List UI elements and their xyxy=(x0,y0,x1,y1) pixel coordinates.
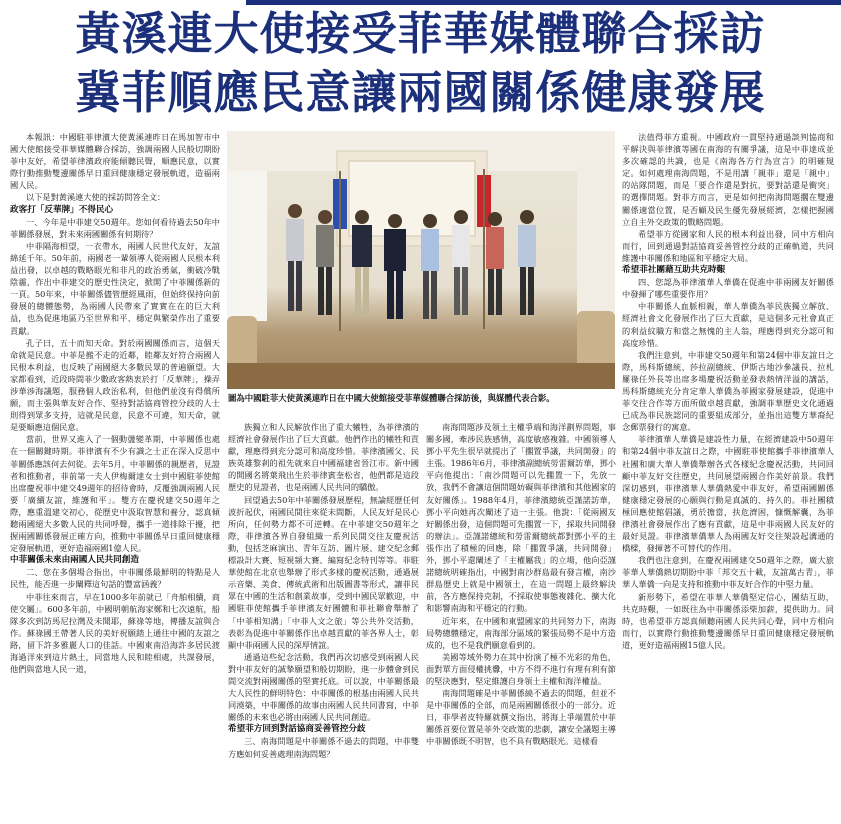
article-column-3 xyxy=(426,421,616,821)
paragraph: 三、南海問題是中菲關係不過去的問題，中菲雙方應如何妥善處理南海問題？ xyxy=(228,736,419,759)
paragraph: 菲律濱華人華僑是建設性力量，在經濟建設中50週年和第24個中菲友誼日之際，中國駐菲使館攜手菲律濱華人社團和廣大華人華僑舉辦各式各樣紀念慶祝活動，共同回顧中菲友好交往歷史，共同展望兩國合作美好前景。我們深切感到，菲律濱華人華僑熱愛中菲友好，希望兩國關係健康穩定發展的心願與行動是真誠的、持久的。菲社團積極回應使館倡議，勇於擔當，扶危濟困，慷慨解囊，為菲律濱社會發展作出了應有貢獻，這是中菲兩國人民友好的最好見證。菲律濱華僑華人為兩國友好交往架設起溝通的橋樑，發揮著不可替代的作用。 xyxy=(622,434,834,554)
paragraph: 孔子曰，五十而知天命。對於兩國關係而言，這個天命就是民意。中菲是搬不走的近鄰，睦鄰友好符合兩國人民根本利益，也反映了兩國絕大多數民眾的普遍願望。大家都看到，近段時間菲少數政客熱衷於打「反華牌」，操弄涉華涉海議題，服務個人政治私利，但他們並沒有得償所願，而主張與華友好合作、堅持對話協商管控分歧的人士則得到眾多支持，這就是民意，民意不可違，知天命，就是要順應這個民意。 xyxy=(10,337,220,433)
paragraph: 法值得菲方重視。中國政府一貫堅持通過談判協商和平解決與菲律濱等國在南海的有關爭議，這是中菲達成並多次確認的共識，也是《南海各方行為宣言》的明確規定。如何處理南海問題，不是用講「親菲」還是「親中」的站隊問題，而是「要合作還是對抗，要對話還是衝突」的選擇問題。對菲方而言，更是如何把南海問題擱在雙邊關係適當位置，是否顧及民生優先發展經濟，怎樣把握國立自主外交政策的戰略問題。 xyxy=(622,132,834,227)
paragraph: 中菲隔海相望，一衣帶水，兩國人民世代友好，友誼綿延千年。50年前，兩國老一輩領導人從兩國人民根本利益出發，以卓越的戰略眼光和非凡的政治勇氣，衝破冷戰陰霾，作出中菲建交的歷史性決定，掀開了中菲關係新的一頁。50年來，中菲關係儘管歷經風雨，但始終保持向前發展的總體態勢，為兩國人民帶來了實實在在的巨大利益，也為促進地區乃至世界和平、穩定與繁榮作出了重要貢獻。 xyxy=(10,240,220,336)
paragraph: 當前，世界又進入了一個動盪變革期，中菲關係也處在一個關鍵時期。菲律濱有不少有識之士正在深入反思中菲關係應該何去何從。去年5月，中菲關係的親歷者，見證者和推動者，菲前第一夫人伊梅爾達女士到中國駐菲使館出席慶祝菲中建交49週年的招待會時，反覆強調兩國人民要「廣續友誼，維護和平」。雙方在慶祝建交50週年之際，應重溫建交初心，從歷史中汲取智慧和養分，認真傾聽兩國絕大多數人民的共同呼聲，攜手一道排除干擾，把握兩國關係發展正確方向，推動中菲關係早日重回健康穩定發展軌道，更好造福兩國1億人民。 xyxy=(10,434,220,554)
photo-caption: 圖為中國駐菲大使黃溪連昨日在中國大使館接受菲華媒體聯合採訪後，與媒體代表合影。 xyxy=(228,393,555,403)
group-photo-illustration xyxy=(227,131,615,389)
paragraph: 通過這些紀念活動，我們再次切感受到兩國人民對中菲友好的誠摯願望和般切期盼，進一步體會到民間交流對兩國關係的堅實托底。可以說，中菲關係最大人民性的鮮明特色：中菲關係的根基由兩國人民共同澆築，中菲關係的故事由兩國人民共同書寫，中菲關係的未來也必將由兩國人民共同創造。 xyxy=(228,651,419,723)
headline-line-1: 黃溪連大使接受菲華媒體聯合採訪 xyxy=(75,7,766,60)
paragraph: 南海問題確是中菲關係繞不過去的問題，但並不是中菲關係的全部，而是兩國關係很小的一部分。近日，菲學者皮特羅就撰文指出，將海上爭端置於中菲關係首要位置是菲外交政策的悲劇，讓安全議題主導中菲關係既不明智，也不具有戰略眼光。這樣看 xyxy=(426,688,616,747)
article-column-2 xyxy=(228,421,419,821)
paragraph: 美國等域外勢力在其中扮演了極不光彩的角色，面對單方面侵權挑釁，中方不得不進行有理有利有節的堅決應對，堅定維護自身領土主權和海洋權益。 xyxy=(426,651,616,686)
paragraph: 四、您認為菲律濱華人華僑在促進中菲兩國友好關係中發揮了哪些重要作用？ xyxy=(622,277,834,300)
masthead-rule xyxy=(246,0,841,5)
paragraph: 族獨立和人民解放作出了重大犧牲，為菲律濱的經濟社會發展作出了巨大貢獻。他們作出的犧牲和貢獻，理應得到充分認可和高度珍惜。菲律濱國父、民族英雄黎剎的祖先就來自中國福建省晉江市。新中國的開國名將葉飛出生於菲律賓奎松省，他們都是這段歷史的見證者，也是兩國人民共同的驕傲。 xyxy=(228,422,419,493)
paragraph: 我們也注意到，在慶祝兩國建交50週年之際，廣大旅菲華人華僑熱切期盼中菲「邦交五十載，友誼萬古青」，菲華人華僑一向是支持和推動中菲友好合作的中堅力量。 xyxy=(622,555,834,590)
paragraph: 本報訊：中國駐菲律濱大使黃溪連昨日在馬加智市中國大使館接受菲華媒體聯合採訪，強調兩國人民般切期盼菲中友好，希望菲律濱政府能傾聽民聲，順應民意，以實際行動推動雙邊關係早日重回健康穩定發展軌道，造福兩國人民。 xyxy=(10,132,220,191)
article-column-1 xyxy=(10,131,220,821)
paragraph: 我們注意到，中菲建交50週年和第24個中菲友誼日之際，馬科斯總統、莎拉副總統、伊斯古地沙參議長、拉札羅祿任外長等出席多場慶祝活動並發表熱情洋溢的講話，馬科斯總統充分肯定華人華僑為菲國家發展建設，促進中菲交往合作等方面所做卓越貢獻，強調菲華歷史文化通過已成為菲民族認同的重要組成部分，並指出這雙方華裔紀念郵票發行的寓意。 xyxy=(622,349,834,433)
group-photo xyxy=(227,131,615,389)
paragraph: 以下是對黃溪連大使的採訪問答全文： xyxy=(26,192,166,203)
paragraph: 中菲關係人血脈相親，華人華僑為菲民族獨立解放、經濟社會文化發展作出了巨大貢獻，是這個多元社會真正的利益紋職方和當之無愧的主人翁，理應得到充分認可和高度珍惜。 xyxy=(622,301,834,348)
paragraph: 回望過去50年中菲關係發展歷程，無論經歷任何波折起伏，兩國民間往來從未間斷，人民友好是民心所向，任何勢力都不可逆轉。在中菲建交50週年之際，菲律濱各界自發組織一系列民間交往友慶祝活動，包括芝麻演出、青年互訪、圖片展、建交紀念郵標設計大賽、短視頻大賽、編寫紀念特刊等等。菲駐華使館在北京也舉辦了形式多樣的慶祝活動，通過展示音樂、美食、傳統武術和出版圖書等形式，讓菲民眾在中國的生活和創業故事，受到中國民眾歡迎，中國駐菲使館攜手菲律濱友好團體和菲社聯會舉辦了「中菲相知溝」「中菲人文之旅」等公共外交活動，表彰為促進中菲關係作出卓越貢獻的菲各界人士，彰顯中菲兩國人民的深厚情誼。 xyxy=(228,494,419,650)
subheading: 中菲關係未來由兩國人民共同創造 xyxy=(10,555,139,566)
article-column-4 xyxy=(622,131,834,821)
headline-line-2: 冀菲順應民意讓兩國關係健康發展 xyxy=(75,66,766,119)
paragraph: 希望菲方從國家和人民的根本利益出發，同中方相向而行，回到通過對話協商妥善管控分歧的正確軌道，共同維護中菲關係和地區和平穩定大局。 xyxy=(622,228,834,263)
paragraph: 中菲往來而言，早在1000多年前就已「舟舶相續，商使交屬」。600多年前，中國明朝航海家鄭和七次遠航，船隊多次到訪馬尼拉灣及未聞耶，蘇祿等地，傳播友誼與合作。蘇祿國王帶著人民的美好祝願踏上通往中國的友誼之路，留下許多雅麗人口的佳話。中國東南沿海許多居民渡海過洋來到這片熱土，同當地人民和睦相處，共謀發展，他們與當地人民一道， xyxy=(10,591,220,675)
subheading: 希望菲方回到對話協商妥善管控分歧 xyxy=(228,724,366,735)
paragraph: 新形勢下，希望在菲華人華僑堅定信心，團結互助，共克時艱，一如既往為中菲關係添柴加薪，提供助力。同時，也希望菲方認真傾聽兩國人民共同心聲，同中方相向而行，以實際行動推動雙邊關係早日重回健康穩定發展軌道，更好造福兩國15億人民。 xyxy=(622,591,834,650)
paragraph: 二、您在多個場合指出，中菲關係最鮮明的特點是人民性，能否進一步闡釋這句話的豐富涵義？ xyxy=(10,567,220,590)
paragraph: 南海問題涉及領土主權爭端和海洋劃界問題，事關多國，牽涉民族感情，高度敏感複雜。中國領導人鄧小平先生很早就提出了「擱置爭議，共同開發」的主張。1986年6月，菲律濱副總統勞雷爾訪華，鄧小平向他提出：「南沙問題可以先擱置一下，先放一放，我們不會讓這個問題妨礙與菲律濱和其他國家的友好關係」。1988年4月，菲律濱總統亞謹諾訪華，鄧小平向她再次闡述了這一主張。他說：「從兩國友好關係出發，這個問題可先擱置一下，採取共同開發的辦法」。亞謹諾總統和勞雷爾總統都對鄧小平的主張作出了積極的回應，除「擱置爭議，共同開發」外，鄧小平還闡述了「主權屬我」的立場，他向亞謹諾總統明確指出，中國對南沙群島最有發言權，南沙群島歷史上就是中國領土，在這一問題上最終解決前，各方應保持克制，不採取使事態複雜化、擴大化和影響南海和平穩定的行動。 xyxy=(426,422,616,614)
subheading: 希望菲社團藉互助共克時艱 xyxy=(622,265,726,276)
paragraph: 一、今年是中菲建交50週年。您如何看待過去50年中菲關係發展，對未來兩國關係有何期待？ xyxy=(10,216,220,239)
paragraph: 近年來，在中國和東盟國家的共同努力下，南海局勢總體穩定，南海部分區域的緊張局勢不是中方造成的，也不是我們願意看到的。 xyxy=(426,615,616,650)
subheading: 政客打「反華牌」不得民心 xyxy=(10,204,114,215)
